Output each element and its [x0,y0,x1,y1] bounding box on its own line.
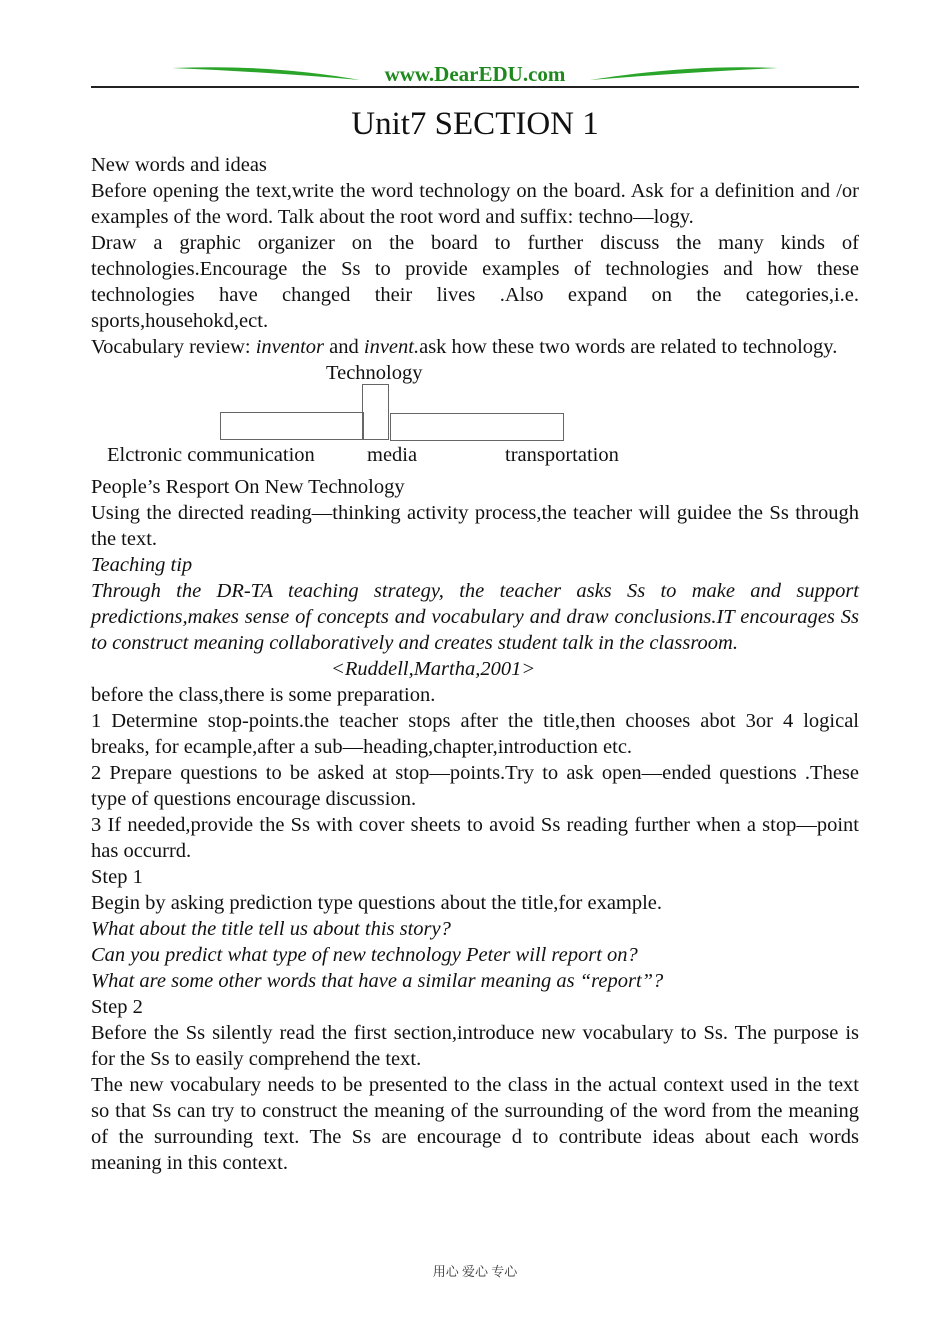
text: and [324,336,364,358]
paragraph: The new vocabulary needs to be presented to the class in the actual context used in the text so that Ss can try to construct the meaning of the surrounding of the word from the meaning of the surrounding text. The Ss are encourage d to contribute ideas about each words meaning in this context. [91,1074,859,1174]
paragraph: Step 2 [91,996,143,1018]
paragraph: 3 If needed,provide the Ss with cover sheets to avoid Ss reading further when a stop—point has occurrd. [91,814,859,862]
text: ask how these two words are related to technology. [419,336,838,358]
paragraph: Before opening the text,write the word technology on the board. Ask for a definition and /or examples of the word. Talk about the root word and suffix: techno—logy. [91,180,859,228]
paragraph: Teaching tip [91,554,193,576]
diagram-left-box [220,412,364,440]
paragraph: What are some other words that have a similar meaning as “report”? [91,970,664,992]
paragraph: What about the title tell us about this story? [91,918,451,940]
paragraph: Draw a graphic organizer on the board to further discuss the many kinds of technologies.Encourage the Ss to provide examples of technologies and how these technologies have changed their lives .Also expand on the categories,i.e. sports,househokd,ect. [91,232,859,332]
paragraph: New words and ideas [91,154,267,176]
footer: 用心 爱心 专心 [432,1264,518,1279]
paragraph: Through the DR-TA teaching strategy, the teacher asks Ss to make and support predictions,makes sense of concepts and vocabulary and draw conclusions.IT encourages Ss to construct meaning collaboratively and creates student talk in the classroom. [91,580,859,654]
text: invent. [363,336,420,358]
text: Vocabulary review: [91,336,256,358]
paragraph: Can you predict what type of new technology Peter will report on? [91,944,638,966]
paragraph: Step 1 [91,866,143,888]
paragraph-list [91,474,859,1176]
graphic-organizer [91,360,859,474]
paragraph: Begin by asking prediction type questions about the title,for example. [91,892,663,914]
paragraph: People’s Resport On New Technology [91,476,405,498]
paragraph: Before the Ss silently read the first section,introduce new vocabulary to Ss. The purpose is for the Ss to easily comprehend the text. [91,1022,859,1070]
diagram-branch: media [367,444,418,466]
diagram-stem-box [362,384,389,440]
diagram-branch: transportation [505,444,619,466]
header-rule [91,86,859,88]
paragraph: 1 Determine stop-points.the teacher stops after the title,then chooses abot 3or 4 logical breaks, for ecample,after a sub—heading,chapter,introduction etc. [91,710,859,758]
text: inventor [255,336,325,358]
paragraph: before the class,there is some preparation. [91,684,436,706]
diagram-right-box [390,413,564,441]
paragraph [91,334,859,360]
logo-text: www.DearEDU.com [384,62,566,86]
diagram-branch: Elctronic communication [107,444,315,466]
dearedu-logo [170,62,780,88]
paragraph: Using the directed reading—thinking activity process,the teacher will guidee the Ss through the text. [91,502,859,550]
paragraph: 2 Prepare questions to be asked at stop—points.Try to ask open—ended questions .These type of questions encourage discussion. [91,762,859,810]
diagram-root: Technology [326,362,423,384]
document-body [91,152,859,1176]
page-title: Unit7 SECTION 1 [351,106,599,142]
paragraph: <Ruddell,Martha,2001> [331,658,536,680]
